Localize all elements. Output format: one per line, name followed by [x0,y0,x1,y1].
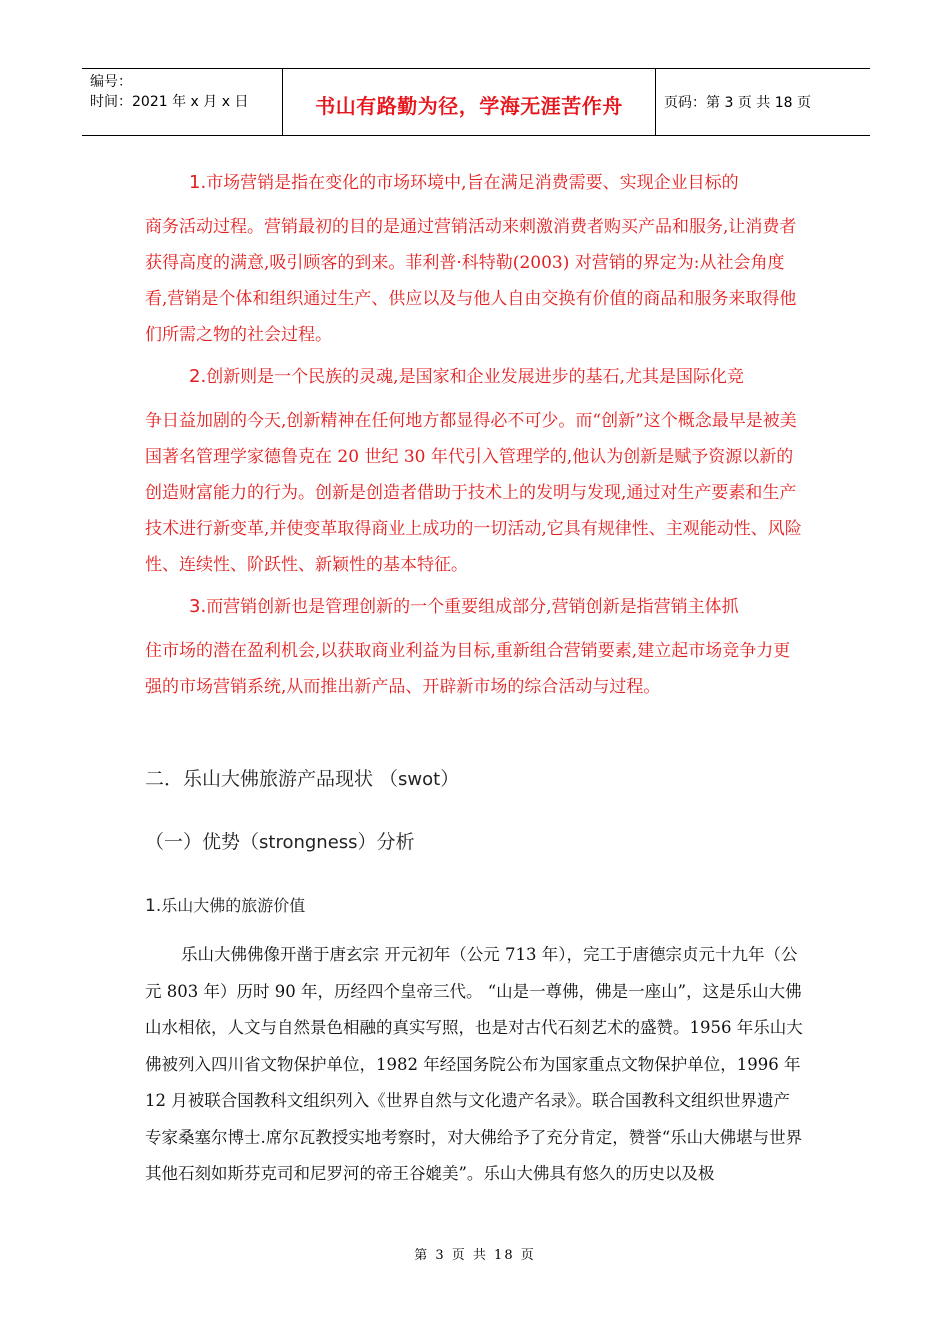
header-time-label: 时间：2021 年 x 月 x 日 [90,94,249,110]
paragraph-1 [145,165,805,353]
paragraph-body: 乐山大佛佛像开凿于唐玄宗 开元初年（公元 713 年），完工于唐德宗贞元十九年（公元 803 年）历时 90 年，历经四个皇帝三代。 “山是一尊佛，佛是一座山”，这是乐山大佛山水相依，人文与自然景色相融的真实写照，也是对古代石刻艺术的盛赞。1956 年乐山大佛被列入四川省文物保护单位，1982 年经国务院公布为国家重点文物保护单位，1996 年 12 月被联合国教科文组织列入《世界自然与文化遗产名录》。联合国教科文组织世界遗产专家桑塞尔博士.席尔瓦教授实地考察时，对大佛给予了充分肯定，赞誉“乐山大佛堪与世界其他石刻如斯芬克司和尼罗河的帝王谷媲美”。乐山大佛具有悠久的历史以及极 [145,945,803,1183]
section-heading-2-text: 二．乐山大佛旅游产品现状 （ [145,768,399,790]
header-top-rule [82,68,870,69]
section-heading-2-1-text: （一）优势（ [145,831,260,853]
header-divider-right [655,68,656,136]
paragraph-2-first-text: 创新则是一个民族的灵魂,是国家和企业发展进步的基石,尤其是国际化竞 [206,367,744,387]
paragraph-1-number: 1. [189,172,207,193]
paragraph-3 [145,589,805,705]
paragraph-2-number: 2. [189,366,207,387]
header-motto: 书山有路勤为径，学海无涯苦作舟 [315,94,623,118]
section-heading-2-close: ） [440,768,460,790]
header-bottom-rule [82,135,870,136]
document-body-red [145,165,805,705]
page-header [82,68,870,136]
subheading-1-number: 1. [145,896,162,916]
paragraph-3-number: 3. [189,596,207,617]
paragraph-1-rest: 商务活动过程。营销最初的目的是通过营销活动来刺激消费者购买产品和服务,让消费者获得高度的满意,吸引顾客的到来。菲利普·科特勒(2003) 对营销的界定为:从社会角度看,营销是个体和组织通过生产、供应以及与他人自由交换有价值的商品和服务来取得他们所需之物的社会过程。 [145,217,797,345]
page-footer: 第 3 页 共 18 页 [414,1248,536,1263]
paragraph-2-rest: 争日益加剧的今天,创新精神在任何地方都显得必不可少。而“创新”这个概念最早是被美国著名管理学家德鲁克在 20 世纪 30 年代引入管理学的,他认为创新是赋予资源以新的创造财富能力的行为。创新是创造者借助于技术上的发明与发现,通过对生产要素和生产技术进行新变革,并使变革取得商业上成功的一切活动,它具有规律性、主观能动性、风险性、连续性、阶跃性、新颖性的基本特征。 [145,411,802,575]
paragraph-3-first-line [145,589,805,625]
section-heading-2-latin: swot [398,769,441,790]
subheading-1 [145,893,305,916]
section-heading-2-1-latin: strongness [259,832,358,853]
paragraph-2 [145,359,805,583]
header-page-info: 页码：第 3 页 共 18 页 [664,95,811,111]
header-number-label: 编号： [90,74,132,90]
header-meta [90,72,248,112]
section-heading-2 [145,764,459,791]
paragraph-3-rest: 住市场的潜在盈利机会,以获取商业利益为目标,重新组合营销要素,建立起市场竞争力更强的市场营销系统,从而推出新产品、开辟新市场的综合活动与过程。 [145,641,791,697]
paragraph-1-first-text: 市场营销是指在变化的市场环境中,旨在满足消费需要、实现企业目标的 [206,173,739,193]
subheading-1-text: 乐山大佛的旅游价值 [161,896,306,915]
paragraph-1-first-line [145,165,805,201]
section-heading-2-1 [145,827,415,854]
paragraph-2-first-line [145,359,805,395]
section-heading-2-1-close: ）分析 [357,831,415,853]
paragraph-3-first-text: 而营销创新也是管理创新的一个重要组成部分,营销创新是指营销主体抓 [206,597,739,617]
